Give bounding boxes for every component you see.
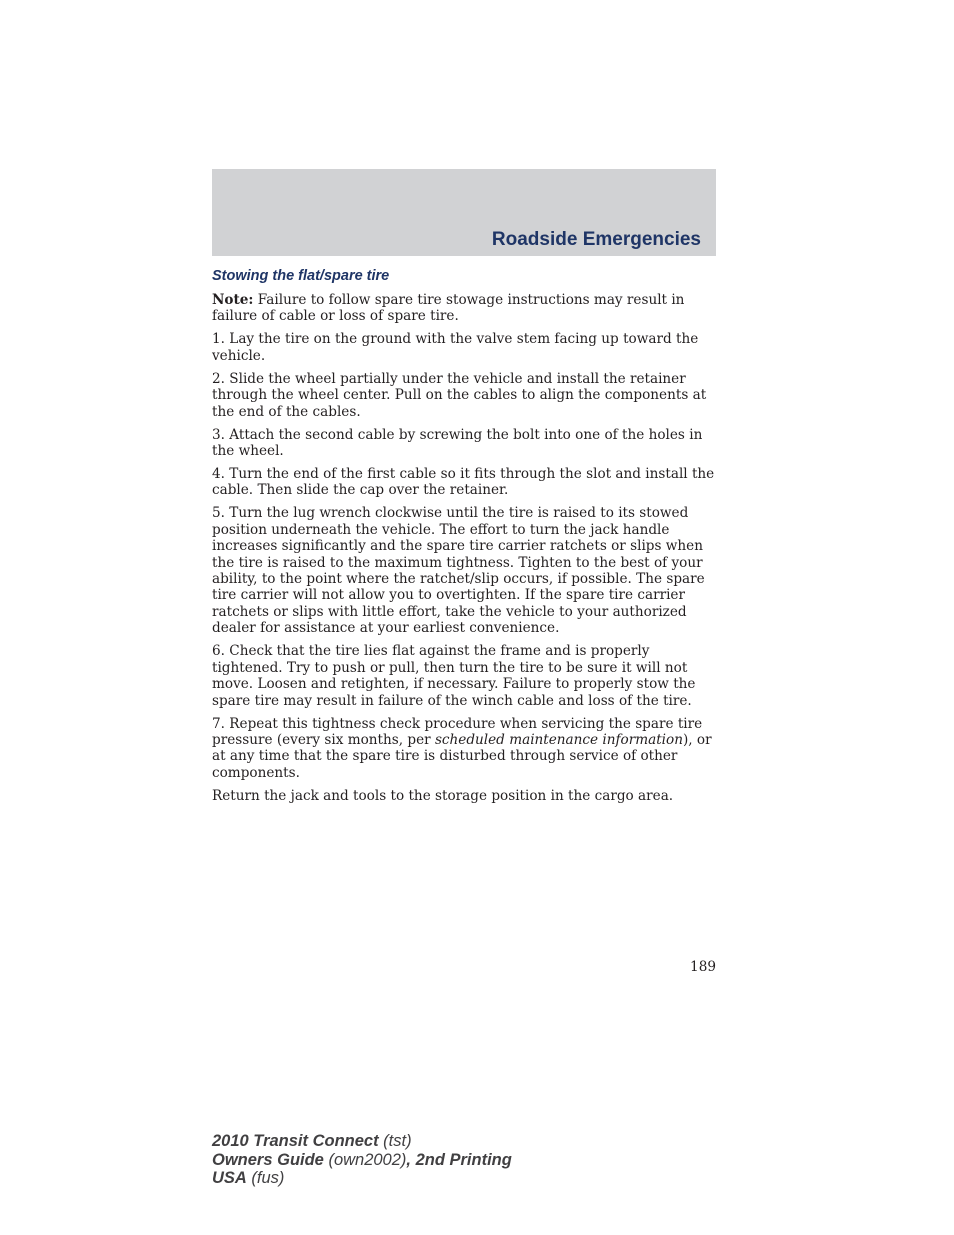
step-7-italic-reference: scheduled maintenance information [434, 731, 683, 748]
step-7 [212, 716, 716, 782]
step-6: 6. Check that the tire lies flat against the frame and is properly tightened. Try to push or pull, then turn the tire to be sure it will not move. Loosen and retighten, if necessary. Failure to properly stow the spare tire may result in failure of the winch cable and loss of the tire. [212, 643, 696, 709]
step-4: 4. Turn the end of the first cable so it fits through the slot and install the cable. Then slide the cap over the retainer. [212, 466, 715, 499]
footer-line-3 [212, 1169, 512, 1188]
footer-model: 2010 Transit Connect [212, 1132, 379, 1150]
footer [212, 1132, 512, 1188]
footer-market: USA [212, 1169, 247, 1188]
step-7-text-before: 7. Repeat this tightness check procedure when servicing the spare tire pressure (every six months, per [212, 715, 703, 748]
footer-line-1 [212, 1132, 512, 1151]
page-content [212, 266, 716, 811]
header-band [212, 169, 716, 256]
footer-guide: Owners Guide [212, 1150, 324, 1169]
note-paragraph [212, 292, 716, 325]
step-1: 1. Lay the tire on the ground with the valve stem facing up toward the vehicle. [212, 331, 699, 364]
section-title: Stowing the flat/spare tire [212, 268, 390, 284]
note-text: Failure to follow spare tire stowage instructions may result in failure of cable or loss of spare tire. [212, 292, 685, 325]
footer-model-code: (tst) [378, 1132, 412, 1150]
footer-guide-code: (own2002) [323, 1150, 407, 1169]
page-number: 189 [690, 959, 716, 975]
step-3: 3. Attach the second cable by screwing the bolt into one of the holes in the wheel. [212, 426, 703, 460]
footer-line-2 [212, 1151, 512, 1170]
step-2: 2. Slide the wheel partially under the vehicle and install the retainer through the wheel center. Pull on the cables to align the components at the end of the cables. [212, 370, 707, 420]
closing-paragraph: Return the jack and tools to the storage position in the cargo area. [212, 787, 674, 804]
chapter-title: Roadside Emergencies [491, 229, 701, 250]
step-5: 5. Turn the lug wrench clockwise until the tire is raised to its stowed position underneath the vehicle. The effort to turn the jack handle increases significantly and the spare tire carrier ratchets or slips when the tire is raised to the maximum tightness. Tighten to the best of your ability, to the point where the ratchet/slip occurs, if possible. The spare tire carrier will not allow you to overtighten. If the spare tire carrier ratchets or slips with little effort, take the vehicle to your authorized dealer for assistance at your earliest convenience. [212, 505, 705, 637]
step-7-text-after: ), or at any time that the spare tire is disturbed through service of other components. [212, 731, 712, 781]
footer-market-code: (fus) [246, 1169, 285, 1188]
footer-printing: , 2nd Printing [406, 1150, 512, 1169]
note-label: Note: [212, 292, 254, 308]
